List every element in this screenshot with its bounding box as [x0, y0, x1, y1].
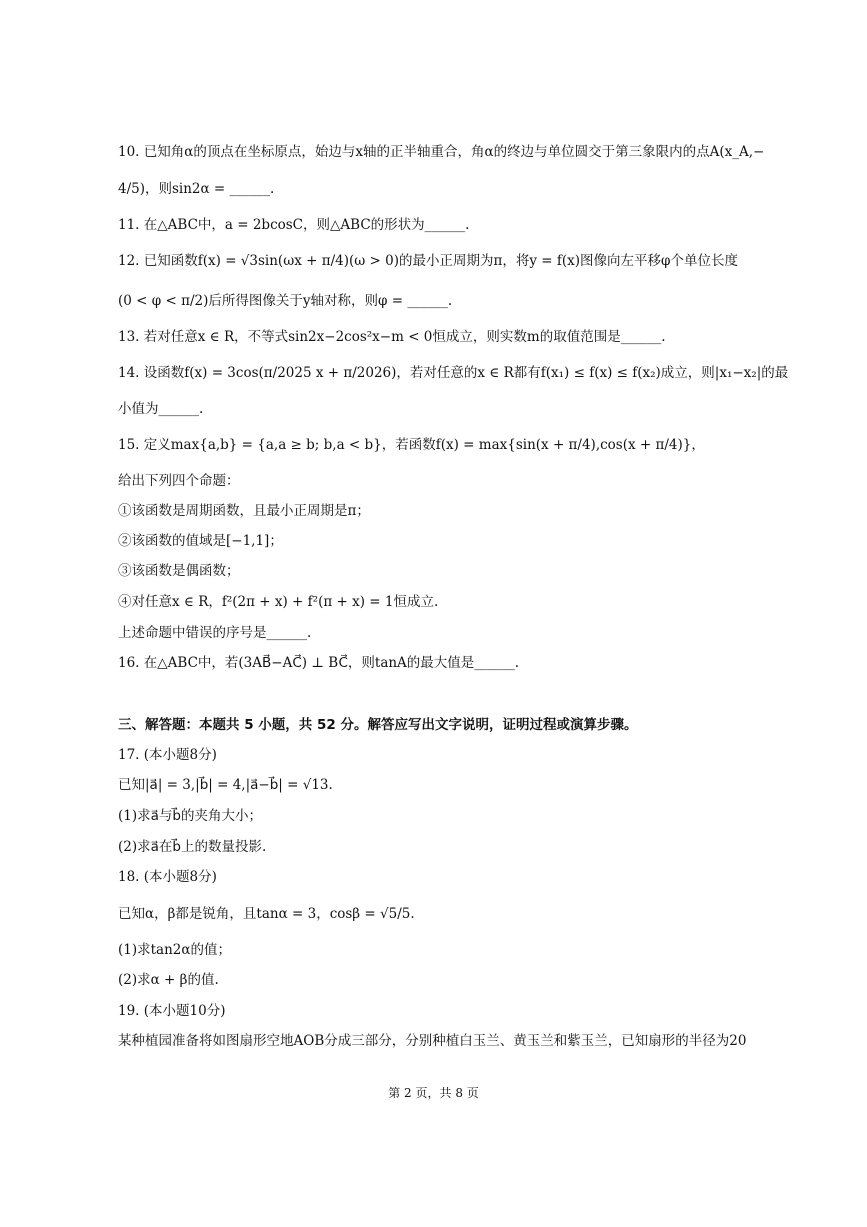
question-19-header: 19. (本小题10分)	[118, 1003, 226, 1019]
section-3-heading: 三、解答题：本题共 5 小题，共 52 分。解答应写出文字说明，证明过程或演算步骤。	[118, 717, 638, 733]
question-19-text: 某种植园准备将如图扇形空地AOB分成三部分，分别种植白玉兰、黄玉兰和紫玉兰，已知扇形的半径为20	[118, 1033, 747, 1049]
question-12-line-2: (0 < φ < π/2)后所得图像关于y轴对称，则φ = ______.	[118, 293, 453, 309]
question-15-prompt: 给出下列四个命题：	[118, 473, 240, 489]
question-15-statement-2: ②该函数的值域是[−1,1]；	[118, 533, 283, 549]
question-15-definition: 15. 定义max{a,b} = {a,a ≥ b; b,a < b}，若函数f(x) = max{sin(x + π/4),cos(x + π/4)}，	[118, 437, 705, 453]
question-18-given: 已知α，β都是锐角，且tanα = 3，cosβ = √5/5.	[118, 906, 415, 922]
question-17-part-2: (2)求a⃗在b⃗上的数量投影.	[118, 839, 267, 855]
question-15-statement-3: ③该函数是偶函数；	[118, 563, 240, 579]
question-15-statement-1: ①该函数是周期函数，且最小正周期是π；	[118, 503, 370, 519]
question-13: 13. 若对任意x ∈ R，不等式sin2x−2cos²x−m < 0恒成立，则实数m的取值范围是______.	[118, 329, 666, 345]
question-10-line-1: 10. 已知角α的顶点在坐标原点，始边与x轴的正半轴重合，角α的终边与单位圆交于第三象限内的点A(x_A,−	[118, 144, 765, 160]
question-18-part-2: (2)求α + β的值.	[118, 972, 219, 988]
question-15-statement-4: ④对任意x ∈ R，f²(2π + x) + f²(π + x) = 1恒成立.	[118, 594, 439, 610]
question-14-line-1: 14. 设函数f(x) = 3cos(π/2025 x + π/2026)，若对任意的x ∈ R都有f(x₁) ≤ f(x) ≤ f(x₂)成立，则|x₁−x₂|的最	[118, 365, 789, 381]
page-footer: 第 2 页，共 8 页	[388, 1086, 479, 1100]
question-18-part-1: (1)求tan2α的值；	[118, 942, 231, 958]
question-16: 16. 在△ABC中，若(3AB⃗−AC⃗) ⊥ BC⃗，则tanA的最大值是______.	[118, 655, 520, 671]
question-12-line-1: 12. 已知函数f(x) = √3sin(ωx + π/4)(ω > 0)的最小正周期为π，将y = f(x)图像向左平移φ个单位长度	[118, 253, 739, 269]
question-17-header: 17. (本小题8分)	[118, 747, 217, 763]
question-17-given: 已知|a⃗| = 3,|b⃗| = 4,|a⃗−b⃗| = √13.	[118, 777, 333, 793]
question-11: 11. 在△ABC中，a = 2bcosC，则△ABC的形状为______.	[118, 217, 470, 233]
question-10-line-2: 4/5)，则sin2α = ______.	[118, 181, 275, 197]
question-14-line-2: 小值为______.	[118, 401, 204, 417]
question-15-ask: 上述命题中错误的序号是______.	[118, 625, 312, 641]
question-18-header: 18. (本小题8分)	[118, 869, 217, 885]
question-17-part-1: (1)求a⃗与b⃗的夹角大小；	[118, 808, 262, 824]
